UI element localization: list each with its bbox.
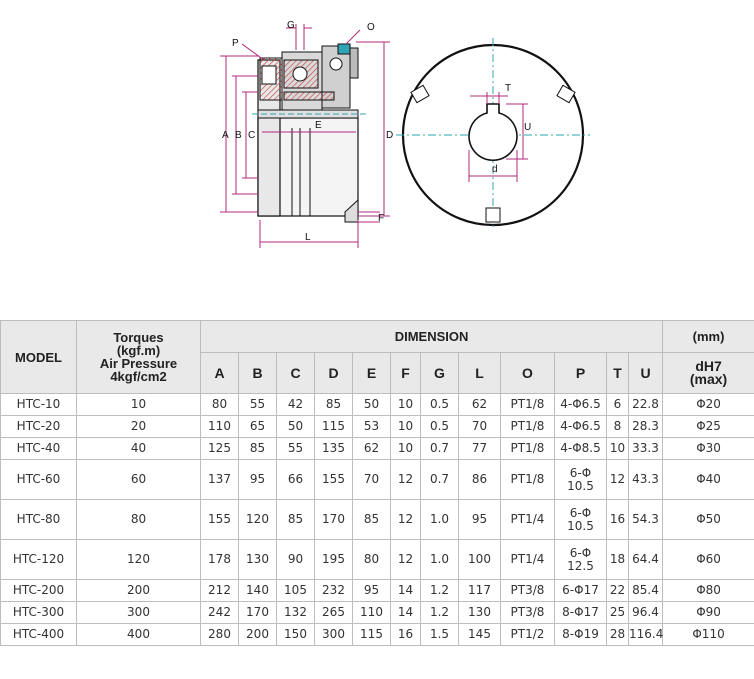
cell-f: 12: [391, 460, 421, 500]
table-row: [1, 540, 754, 580]
cell-u: 116.4: [629, 624, 663, 646]
cell-a: 155: [201, 500, 239, 540]
cell-d: Φ25: [663, 416, 754, 438]
cell-g: 1.0: [421, 500, 459, 540]
cell-o: PT1/8: [501, 394, 555, 416]
table-row: [1, 602, 754, 624]
cell-p: [555, 460, 607, 500]
header-bore-line-1: dH7: [695, 358, 722, 374]
cell-model: HTC-400: [1, 624, 77, 646]
cell-d: Φ30: [663, 438, 754, 460]
cell-torque: 60: [77, 460, 201, 500]
header-col-c: C: [277, 353, 315, 394]
header-unit: (mm): [663, 321, 754, 353]
cell-p: [555, 624, 607, 646]
cell-d: Φ110: [663, 624, 754, 646]
cell-p: [555, 500, 607, 540]
cell-o: PT1/4: [501, 500, 555, 540]
header-col-p: P: [555, 353, 607, 394]
table-row: [1, 500, 754, 540]
cell-g: 1.2: [421, 602, 459, 624]
cell-l: 86: [459, 460, 501, 500]
cell-torque: 400: [77, 624, 201, 646]
cell-d: 135: [315, 438, 353, 460]
cell-b: 200: [239, 624, 277, 646]
cell-o: PT1/4: [501, 540, 555, 580]
header-torques-line-2: (kgf.m): [116, 343, 161, 358]
cell-t: 28: [607, 624, 629, 646]
cell-p: [555, 438, 607, 460]
cell-b: 95: [239, 460, 277, 500]
cell-p-line: 4-Φ6.5: [560, 419, 601, 433]
cell-b: 65: [239, 416, 277, 438]
cell-d: 300: [315, 624, 353, 646]
cell-p-line: 6-Φ: [569, 465, 592, 480]
label-c: C: [248, 130, 256, 141]
cell-o: PT1/8: [501, 416, 555, 438]
cell-model: HTC-200: [1, 580, 77, 602]
header-model: MODEL: [1, 321, 77, 394]
cell-e: 95: [353, 580, 391, 602]
cell-u: 22.8: [629, 394, 663, 416]
cell-a: 242: [201, 602, 239, 624]
cell-torque: 10: [77, 394, 201, 416]
cell-d: 115: [315, 416, 353, 438]
cell-l: 95: [459, 500, 501, 540]
cell-d: 232: [315, 580, 353, 602]
cell-f: 10: [391, 394, 421, 416]
cell-t: 10: [607, 438, 629, 460]
cell-c: 150: [277, 624, 315, 646]
header-bore-line-2: (max): [689, 371, 728, 387]
cell-torque: 40: [77, 438, 201, 460]
cell-f: 14: [391, 580, 421, 602]
cell-e: 85: [353, 500, 391, 540]
cell-g: 0.5: [421, 416, 459, 438]
cell-g: 0.7: [421, 438, 459, 460]
cell-p-line: 10.5: [567, 518, 594, 533]
cell-torque: 120: [77, 540, 201, 580]
header-col-g: G: [421, 353, 459, 394]
cell-c: 85: [277, 500, 315, 540]
cell-d: Φ50: [663, 500, 754, 540]
cell-g: 1.2: [421, 580, 459, 602]
header-col-t: T: [607, 353, 629, 394]
cell-p: [555, 416, 607, 438]
cell-l: 145: [459, 624, 501, 646]
cell-model: HTC-60: [1, 460, 77, 500]
cell-l: 117: [459, 580, 501, 602]
header-dimension: DIMENSION: [201, 321, 663, 353]
cell-f: 16: [391, 624, 421, 646]
cell-d: 265: [315, 602, 353, 624]
cell-l: 62: [459, 394, 501, 416]
label-p: P: [232, 38, 239, 49]
cell-p: [555, 580, 607, 602]
header-col-e: E: [353, 353, 391, 394]
label-u: U: [524, 122, 532, 133]
cell-u: 28.3: [629, 416, 663, 438]
header-col-f: F: [391, 353, 421, 394]
cell-u: 54.3: [629, 500, 663, 540]
cell-d: Φ90: [663, 602, 754, 624]
cell-p: [555, 540, 607, 580]
cell-p: [555, 602, 607, 624]
cell-f: 10: [391, 416, 421, 438]
header-col-l: L: [459, 353, 501, 394]
cell-a: 125: [201, 438, 239, 460]
cell-p-line: 4-Φ6.5: [560, 397, 601, 411]
header-bore: [663, 353, 754, 394]
cell-model: HTC-80: [1, 500, 77, 540]
cell-l: 130: [459, 602, 501, 624]
header-col-u: U: [629, 353, 663, 394]
side-view: [252, 44, 366, 222]
cell-e: 70: [353, 460, 391, 500]
cell-a: 280: [201, 624, 239, 646]
cell-c: 42: [277, 394, 315, 416]
table-row: [1, 394, 754, 416]
cell-d: Φ40: [663, 460, 754, 500]
cell-e: 110: [353, 602, 391, 624]
table-row: [1, 438, 754, 460]
header-torques: [77, 321, 201, 394]
cell-p-line: 6-Φ17: [562, 583, 599, 597]
cell-p-line: 6-Φ: [569, 545, 592, 560]
cell-p-line: 4-Φ8.5: [560, 441, 601, 455]
cell-p-line: 8-Φ17: [562, 605, 599, 619]
cell-p-line: 12.5: [567, 558, 594, 573]
cell-c: 66: [277, 460, 315, 500]
cell-g: 0.5: [421, 394, 459, 416]
cell-model: HTC-10: [1, 394, 77, 416]
cell-torque: 20: [77, 416, 201, 438]
cell-a: 137: [201, 460, 239, 500]
header-torques-line-3: Air Pressure: [99, 356, 178, 371]
cell-b: 55: [239, 394, 277, 416]
table-row: [1, 416, 754, 438]
cell-o: PT1/2: [501, 624, 555, 646]
cell-l: 70: [459, 416, 501, 438]
cell-torque: 200: [77, 580, 201, 602]
label-e: E: [315, 120, 322, 131]
cell-l: 100: [459, 540, 501, 580]
header-torques-line-4: 4kgf/cm2: [110, 369, 167, 384]
table-row: [1, 624, 754, 646]
header-torques-line-1: Torques: [113, 330, 164, 345]
cell-t: 18: [607, 540, 629, 580]
cell-b: 130: [239, 540, 277, 580]
label-bore-d: d: [492, 164, 498, 175]
cell-f: 14: [391, 602, 421, 624]
cell-d: Φ20: [663, 394, 754, 416]
label-b: B: [235, 130, 242, 141]
cell-d: 195: [315, 540, 353, 580]
cell-b: 120: [239, 500, 277, 540]
cell-t: 16: [607, 500, 629, 540]
cell-o: PT3/8: [501, 580, 555, 602]
cell-t: 8: [607, 416, 629, 438]
cell-f: 12: [391, 540, 421, 580]
header-col-o: O: [501, 353, 555, 394]
technical-drawing: [0, 0, 754, 300]
cell-d: 170: [315, 500, 353, 540]
spec-table-body: [1, 394, 754, 646]
cell-l: 77: [459, 438, 501, 460]
cell-d: 85: [315, 394, 353, 416]
cell-b: 140: [239, 580, 277, 602]
cell-p-line: 10.5: [567, 478, 594, 493]
cell-e: 115: [353, 624, 391, 646]
cell-a: 178: [201, 540, 239, 580]
cell-c: 132: [277, 602, 315, 624]
cell-g: 0.7: [421, 460, 459, 500]
header-col-b: B: [239, 353, 277, 394]
cell-u: 64.4: [629, 540, 663, 580]
table-row: [1, 460, 754, 500]
cell-f: 10: [391, 438, 421, 460]
cell-f: 12: [391, 500, 421, 540]
cell-g: 1.5: [421, 624, 459, 646]
label-l: L: [305, 232, 311, 243]
cell-p-line: 6-Φ: [569, 505, 592, 520]
cell-b: 85: [239, 438, 277, 460]
cell-g: 1.0: [421, 540, 459, 580]
label-f: F: [378, 213, 385, 224]
cell-t: 22: [607, 580, 629, 602]
cell-t: 25: [607, 602, 629, 624]
label-t: T: [505, 83, 512, 94]
cell-b: 170: [239, 602, 277, 624]
cell-e: 53: [353, 416, 391, 438]
label-d: D: [386, 130, 394, 141]
cell-model: HTC-40: [1, 438, 77, 460]
cell-e: 50: [353, 394, 391, 416]
header-col-a: A: [201, 353, 239, 394]
cell-d: Φ60: [663, 540, 754, 580]
cell-c: 55: [277, 438, 315, 460]
cell-d: Φ80: [663, 580, 754, 602]
cell-t: 6: [607, 394, 629, 416]
cell-a: 80: [201, 394, 239, 416]
header-col-d: D: [315, 353, 353, 394]
label-a: A: [222, 130, 229, 141]
cell-c: 50: [277, 416, 315, 438]
cell-d: 155: [315, 460, 353, 500]
cell-a: 212: [201, 580, 239, 602]
cell-c: 90: [277, 540, 315, 580]
cell-model: HTC-120: [1, 540, 77, 580]
cell-u: 33.3: [629, 438, 663, 460]
label-g: G: [287, 20, 295, 31]
cell-t: 12: [607, 460, 629, 500]
front-view: [396, 38, 590, 230]
cell-e: 80: [353, 540, 391, 580]
cell-e: 62: [353, 438, 391, 460]
cell-a: 110: [201, 416, 239, 438]
table-row: [1, 580, 754, 602]
cell-o: PT3/8: [501, 602, 555, 624]
cell-u: 85.4: [629, 580, 663, 602]
cell-c: 105: [277, 580, 315, 602]
cell-model: HTC-300: [1, 602, 77, 624]
spec-table: [0, 320, 754, 646]
cell-o: PT1/8: [501, 438, 555, 460]
cell-o: PT1/8: [501, 460, 555, 500]
cell-torque: 80: [77, 500, 201, 540]
cell-u: 43.3: [629, 460, 663, 500]
cell-p: [555, 394, 607, 416]
label-o: O: [367, 22, 375, 33]
cell-u: 96.4: [629, 602, 663, 624]
cell-model: HTC-20: [1, 416, 77, 438]
cell-torque: 300: [77, 602, 201, 624]
cell-p-line: 8-Φ19: [562, 627, 599, 641]
